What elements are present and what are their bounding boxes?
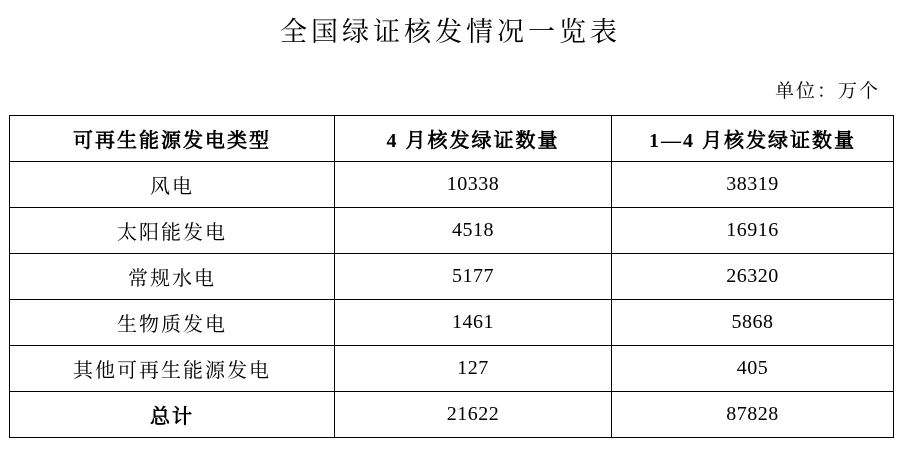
column-header-energy-type: 可再生能源发电类型 <box>10 116 335 162</box>
april-value-cell: 127 <box>335 346 612 392</box>
jan-april-value-cell: 16916 <box>612 208 894 254</box>
april-value-cell: 1461 <box>335 300 612 346</box>
table-row-hydro <box>10 254 894 300</box>
table-row-wind <box>10 162 894 208</box>
page-title: 全国绿证核发情况一览表 <box>280 17 621 47</box>
jan-april-value-cell: 26320 <box>612 254 894 300</box>
april-value-cell: 4518 <box>335 208 612 254</box>
table-row-solar <box>10 208 894 254</box>
unit-label: 单位：万个 <box>774 81 880 102</box>
header-row <box>10 116 894 162</box>
jan-april-value-cell: 38319 <box>612 162 894 208</box>
total-row <box>10 392 894 438</box>
energy-type-cell: 其他可再生能源发电 <box>10 346 335 392</box>
energy-type-cell: 生物质发电 <box>10 300 335 346</box>
energy-type-cell: 风电 <box>10 162 335 208</box>
table-row-biomass <box>10 300 894 346</box>
column-header-jan-april-count: 1—4 月核发绿证数量 <box>612 116 894 162</box>
energy-type-cell: 太阳能发电 <box>10 208 335 254</box>
april-total-cell: 21622 <box>335 392 612 438</box>
energy-type-cell: 常规水电 <box>10 254 335 300</box>
total-label-cell: 总计 <box>10 392 335 438</box>
april-value-cell: 10338 <box>335 162 612 208</box>
april-value-cell: 5177 <box>335 254 612 300</box>
jan-april-value-cell: 405 <box>612 346 894 392</box>
green-certificate-table <box>9 115 894 438</box>
table-row-other-renewables <box>10 346 894 392</box>
jan-april-value-cell: 5868 <box>612 300 894 346</box>
column-header-april-count: 4 月核发绿证数量 <box>335 116 612 162</box>
jan-april-total-cell: 87828 <box>612 392 894 438</box>
